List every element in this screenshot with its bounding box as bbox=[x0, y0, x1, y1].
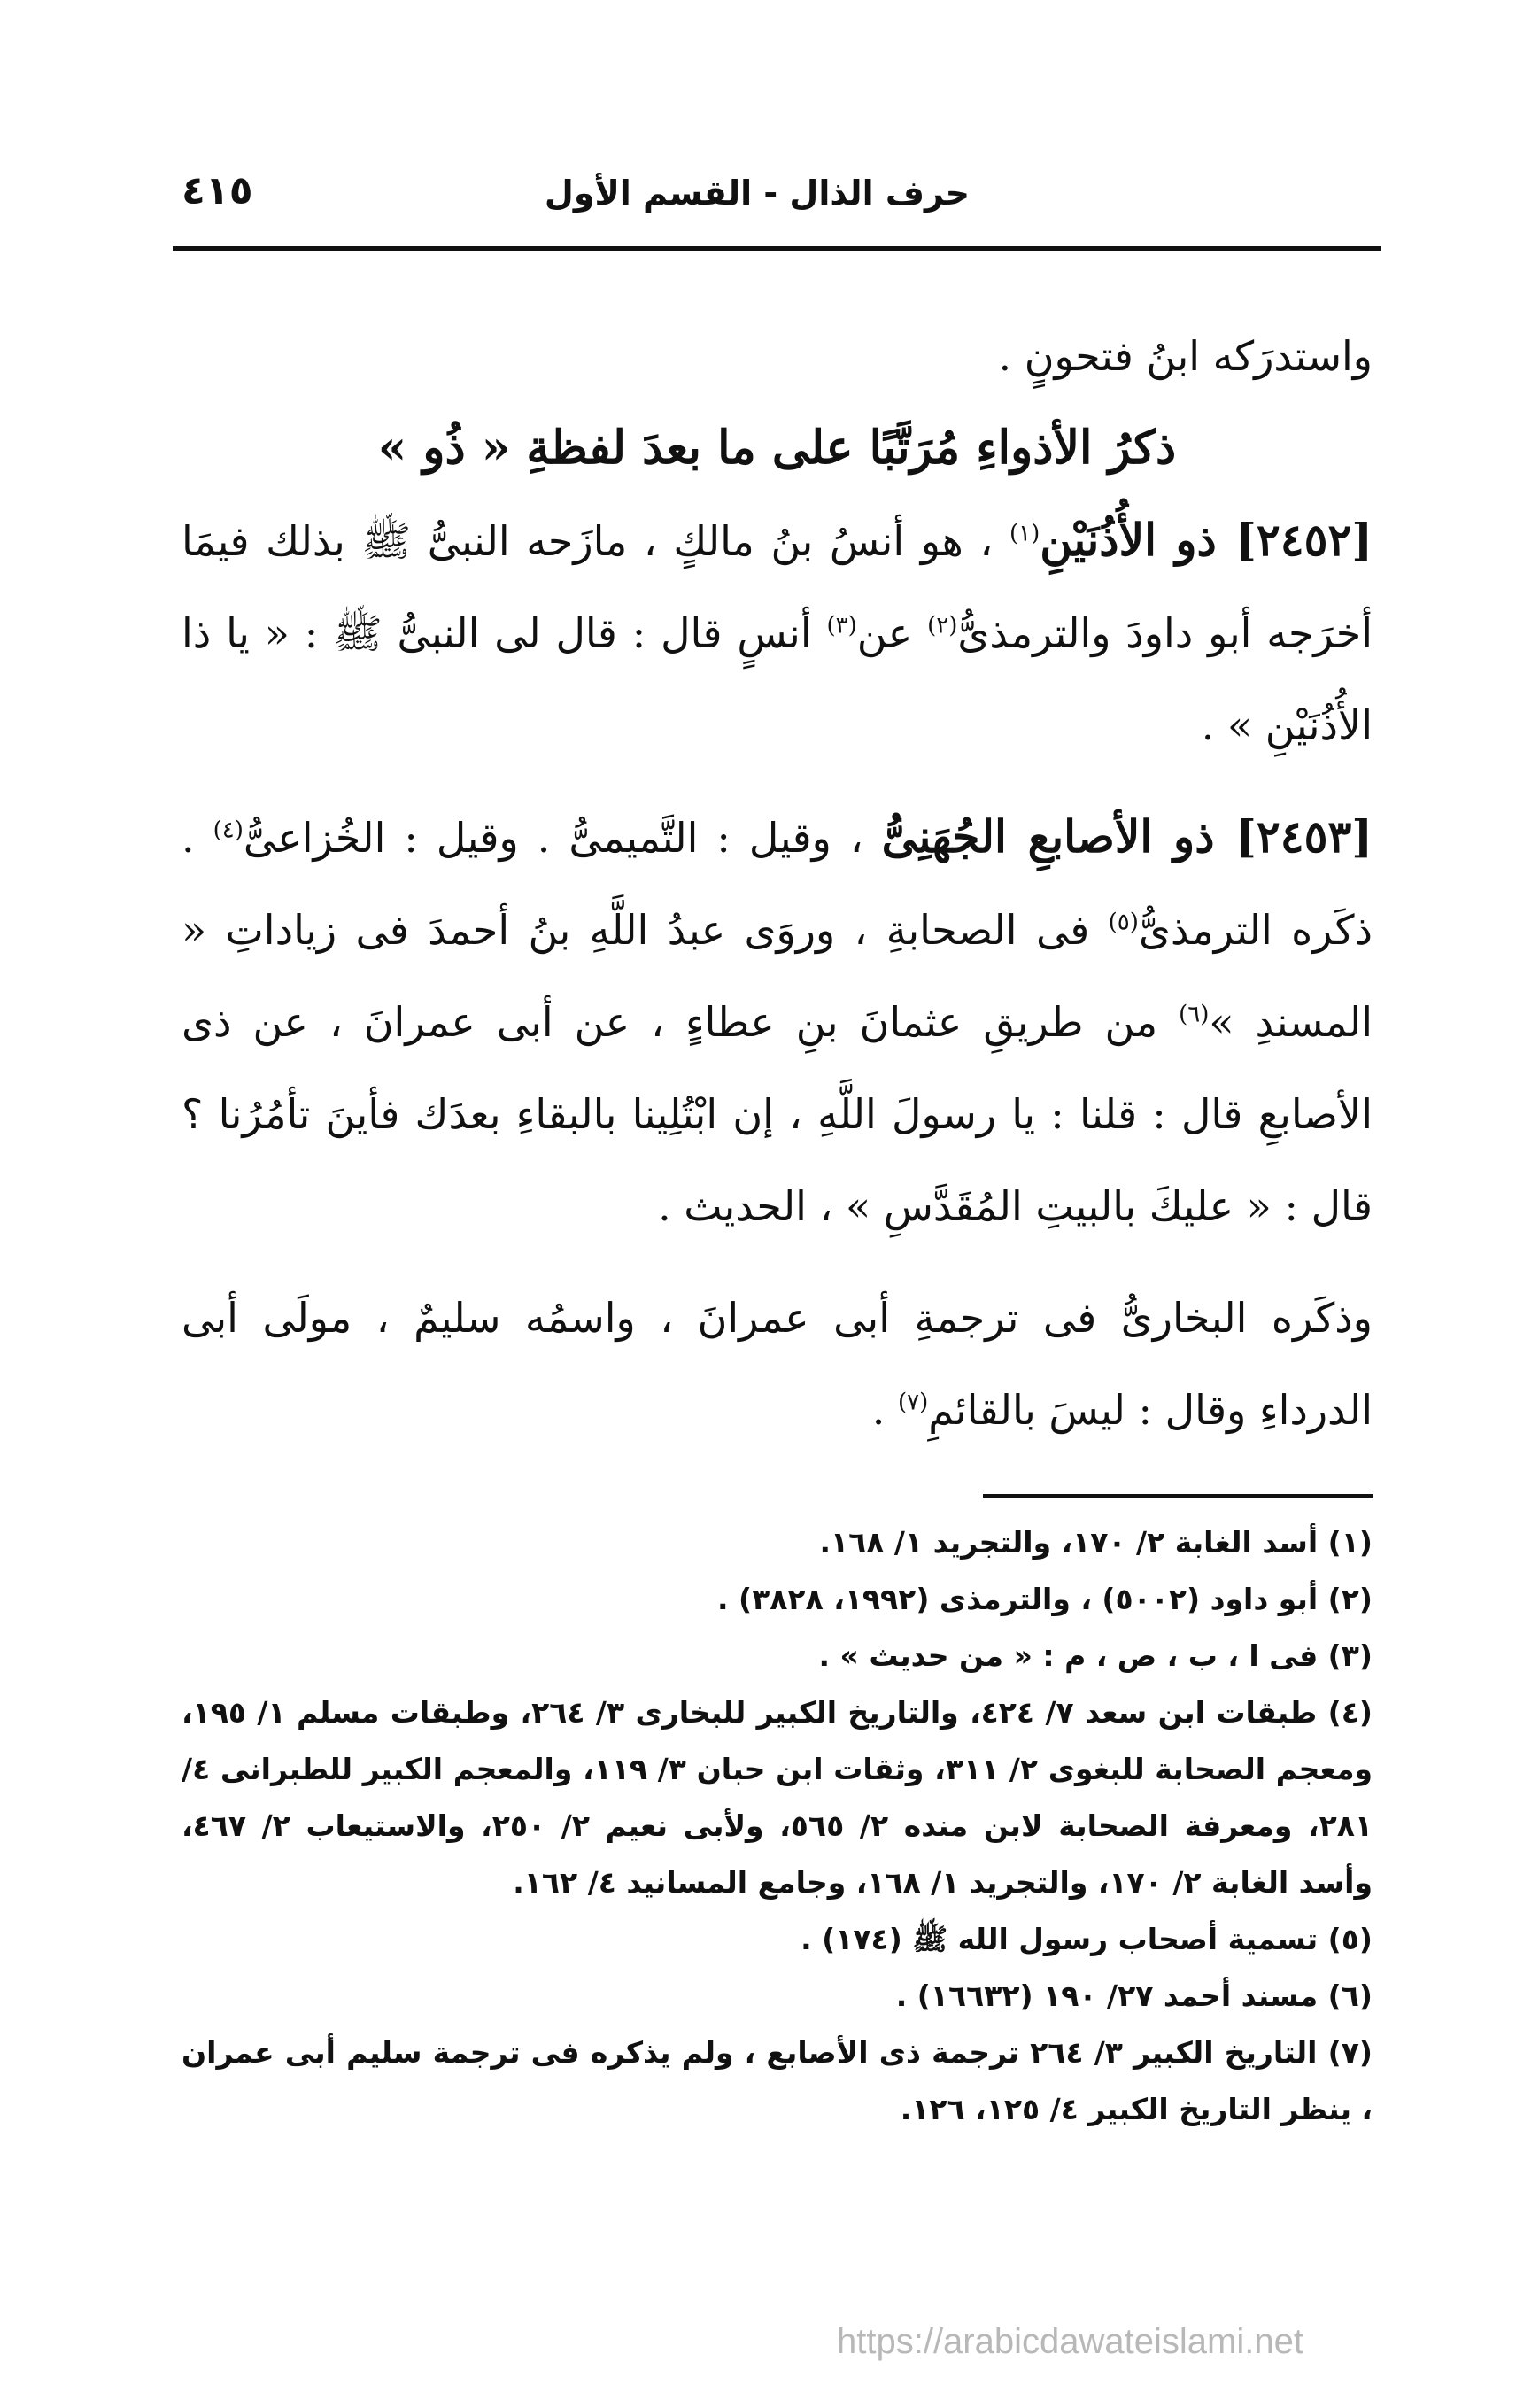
entry-2452-head: [٢٤٥٢] ذو الأُذُنَيْنِ bbox=[1040, 514, 1373, 566]
entry-2453-text: من طريقِ عثمانَ بنِ عطاءٍ ، عن أبى عمرانَ ، عن ذى الأصابعِ قال : قلنا : يا رسولَ اللَّهِ ، إن ابْتُلِينا بالبقاءِ بعدَك فأينَ تأمُرُنا ؟ قال : « عليكَ بالبيتِ المُقَدَّسِ » ، الحديث . bbox=[182, 998, 1373, 1230]
footnote-ref-4[interactable]: (٤) bbox=[213, 817, 244, 844]
entry-2453 bbox=[182, 791, 1373, 1252]
footnote-5: (٥) تسمية أصحاب رسول الله ﷺ (١٧٤) . bbox=[801, 1922, 1373, 1956]
entry-2453-text: ، وقيل : التَّميمىُّ . وقيل : الخُزاعىُّ bbox=[243, 814, 863, 862]
entry-2452-text: عن bbox=[856, 609, 913, 657]
footnote-rule bbox=[983, 1494, 1373, 1498]
footnote-ref-1[interactable]: (١) bbox=[1009, 520, 1040, 547]
footnote-4: (٤) طبقات ابن سعد ٧/ ٤٢٤، والتاريخ الكبير للبخارى ٣/ ٢٦٤، وطبقات مسلم ١/ ١٩٥، ومعجم الصحابة للبغوى ٢/ ٣١١، وثقات ابن حبان ٣/ ١١٩، والمعجم الكبير للطبرانى ٤/ ٢٨١، ومعرفة الصحابة لابن منده ٢/ ٥٦٥، ولأبى نعيم ٢/ ٢٥٠، والاستيعاب ٢/ ٤٦٧، وأسد الغابة ٢/ ١٧٠، والتجريد ١/ ١٦٨، وجامع المسانيد ٤/ ١٦٢. bbox=[182, 1695, 1373, 1900]
entry-2452 bbox=[182, 494, 1373, 771]
footnote-3: (٣) فى ا ، ب ، ص ، م : « من حديث » . bbox=[818, 1638, 1373, 1673]
footnote-ref-3[interactable]: (٣) bbox=[826, 612, 857, 639]
footnote-1: (١) أسد الغابة ٢/ ١٧٠، والتجريد ١/ ١٦٨. bbox=[819, 1525, 1373, 1560]
footnotes bbox=[182, 1514, 1373, 2138]
paragraph-spacer bbox=[182, 771, 1373, 791]
footnote-6: (٦) مسند أحمد ٢٧/ ١٩٠ (١٦٦٣٢) . bbox=[895, 1978, 1373, 2013]
paragraph-spacer bbox=[182, 1252, 1373, 1272]
intro-line: واستدرَكه ابنُ فتحونٍ . bbox=[998, 332, 1373, 380]
bukhari-paragraph bbox=[182, 1272, 1373, 1456]
page-header bbox=[182, 168, 1377, 230]
entry-2452-text: ، هو أنسُ بنُ مالكٍ ، مازَحه النبىُّ ﷺ بذلك فيمَا أخرَجه أبو داودَ والترمذىُّ bbox=[182, 517, 1373, 657]
watermark-url: https://arabicdawateislami.net bbox=[837, 2322, 1303, 2361]
running-title: حرف الذال - القسم الأول bbox=[544, 174, 970, 213]
footnote-ref-2[interactable]: (٢) bbox=[927, 612, 958, 639]
footnote-ref-7[interactable]: (٧) bbox=[897, 1389, 929, 1416]
entry-2453-text: فى الصحابةِ ، وروَى عبدُ اللَّهِ بنُ أحمدَ فى زياداتِ « المسندِ » bbox=[182, 906, 1373, 1046]
footnote-ref-6[interactable]: (٦) bbox=[1179, 1001, 1210, 1028]
bukhari-text: وذكَره البخارىُّ فى ترجمةِ أبى عمرانَ ، واسمُه سليمٌ ، مولَى أبى الدرداءِ وقال : ليسَ بالقائمِ bbox=[182, 1294, 1373, 1434]
footnote-ref-5[interactable]: (٥) bbox=[1108, 909, 1139, 936]
page-number: ٤١٥ bbox=[182, 168, 253, 213]
main-text bbox=[182, 310, 1373, 1456]
header-rule bbox=[173, 246, 1381, 251]
footnote-2: (٢) أبو داود (٥٠٠٢) ، والترمذى (١٩٩٢، ٣٨٢٨) . bbox=[717, 1582, 1373, 1616]
entry-2453-head: [٢٤٥٣] ذو الأصابعِ الجُهَنِىُّ bbox=[881, 810, 1373, 863]
bukhari-text: . bbox=[871, 1386, 886, 1434]
entry-2453-text: . ذكَره الترمذىُّ bbox=[182, 814, 1373, 954]
entry-2452-text: أنسٍ قال : قال لى النبىُّ ﷺ : « يا ذا الأُذُنَيْنِ » . bbox=[182, 609, 1373, 749]
section-heading: ذكرُ الأذواءِ مُرَتَّبًا على ما بعدَ لفظةِ « ذُو » bbox=[377, 421, 1177, 475]
footnote-7: (٧) التاريخ الكبير ٣/ ٢٦٤ ترجمة ذى الأصابع ، ولم يذكره فى ترجمة سليم أبى عمران ، ينظر التاريخ الكبير ٤/ ١٢٥، ١٢٦. bbox=[182, 2035, 1373, 2126]
